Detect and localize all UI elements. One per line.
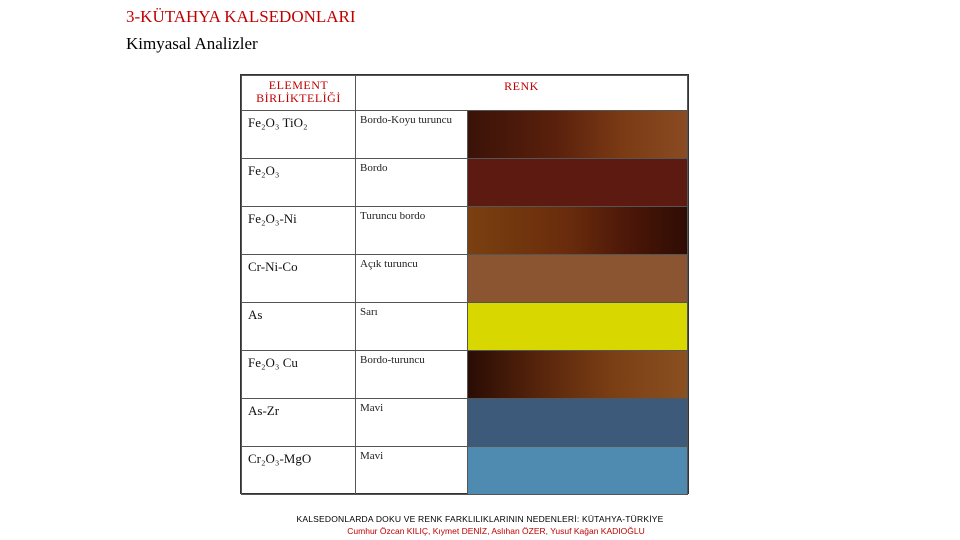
color-swatch <box>468 447 687 494</box>
element-cell: Cr-Ni-Co <box>242 255 356 303</box>
color-swatch <box>468 159 687 206</box>
color-name-cell: Bordo-turuncu <box>356 351 468 399</box>
footer-title: KALSEDONLARDA DOKU VE RENK FARKLILIKLARININ NEDENLERİ: KÜTAHYA-TÜRKİYE <box>296 514 664 524</box>
element-cell: As <box>242 303 356 351</box>
analysis-table <box>240 74 689 494</box>
color-swatch-cell <box>468 399 688 447</box>
color-swatch-cell <box>468 303 688 351</box>
color-name-cell: Mavi <box>356 447 468 495</box>
color-name-cell: Turuncu bordo <box>356 207 468 255</box>
page-subtitle: Kimyasal Analizler <box>126 34 258 53</box>
color-swatch-cell <box>468 351 688 399</box>
color-name-cell: Açık turuncu <box>356 255 468 303</box>
table-row <box>242 111 688 159</box>
color-swatch <box>468 111 687 158</box>
color-swatch-cell <box>468 159 688 207</box>
color-swatch-cell <box>468 111 688 159</box>
table-row <box>242 447 688 495</box>
color-swatch-cell <box>468 255 688 303</box>
table-header-row <box>242 76 688 111</box>
table-row <box>242 351 688 399</box>
header-element-line2: BİRLİKTELİĞİ <box>256 91 341 105</box>
element-cell: Fe₂O₃ TiO₂ <box>242 111 356 159</box>
table-row <box>242 207 688 255</box>
color-swatch <box>468 255 687 302</box>
color-swatch-cell <box>468 207 688 255</box>
table-row <box>242 255 688 303</box>
element-cell: Fe₂O₃ Cu <box>242 351 356 399</box>
table-row <box>242 159 688 207</box>
page-title: 3-KÜTAHYA KALSEDONLARI <box>126 7 356 26</box>
color-swatch <box>468 399 687 446</box>
color-swatch-cell <box>468 447 688 495</box>
color-name-cell: Bordo <box>356 159 468 207</box>
header-color: RENK <box>356 76 688 111</box>
footer-authors: Cumhur Özcan KILIÇ, Kıymet DENİZ, Aslıhan ÖZER, Yusuf Kağan KADIOĞLU <box>347 526 645 536</box>
color-name-cell: Bordo-Koyu turuncu <box>356 111 468 159</box>
header-element-line1: ELEMENT <box>268 78 329 92</box>
element-cell: Fe₂O₃-Ni <box>242 207 356 255</box>
color-swatch <box>468 303 687 350</box>
color-name-cell: Mavi <box>356 399 468 447</box>
color-swatch <box>468 207 687 254</box>
color-name-cell: Sarı <box>356 303 468 351</box>
color-swatch <box>468 351 687 398</box>
header-element <box>242 76 356 111</box>
element-cell: Fe₂O₃ <box>242 159 356 207</box>
table-row <box>242 303 688 351</box>
table-row <box>242 399 688 447</box>
element-cell: Cr₂O₃-MgO <box>242 447 356 495</box>
element-cell: As-Zr <box>242 399 356 447</box>
